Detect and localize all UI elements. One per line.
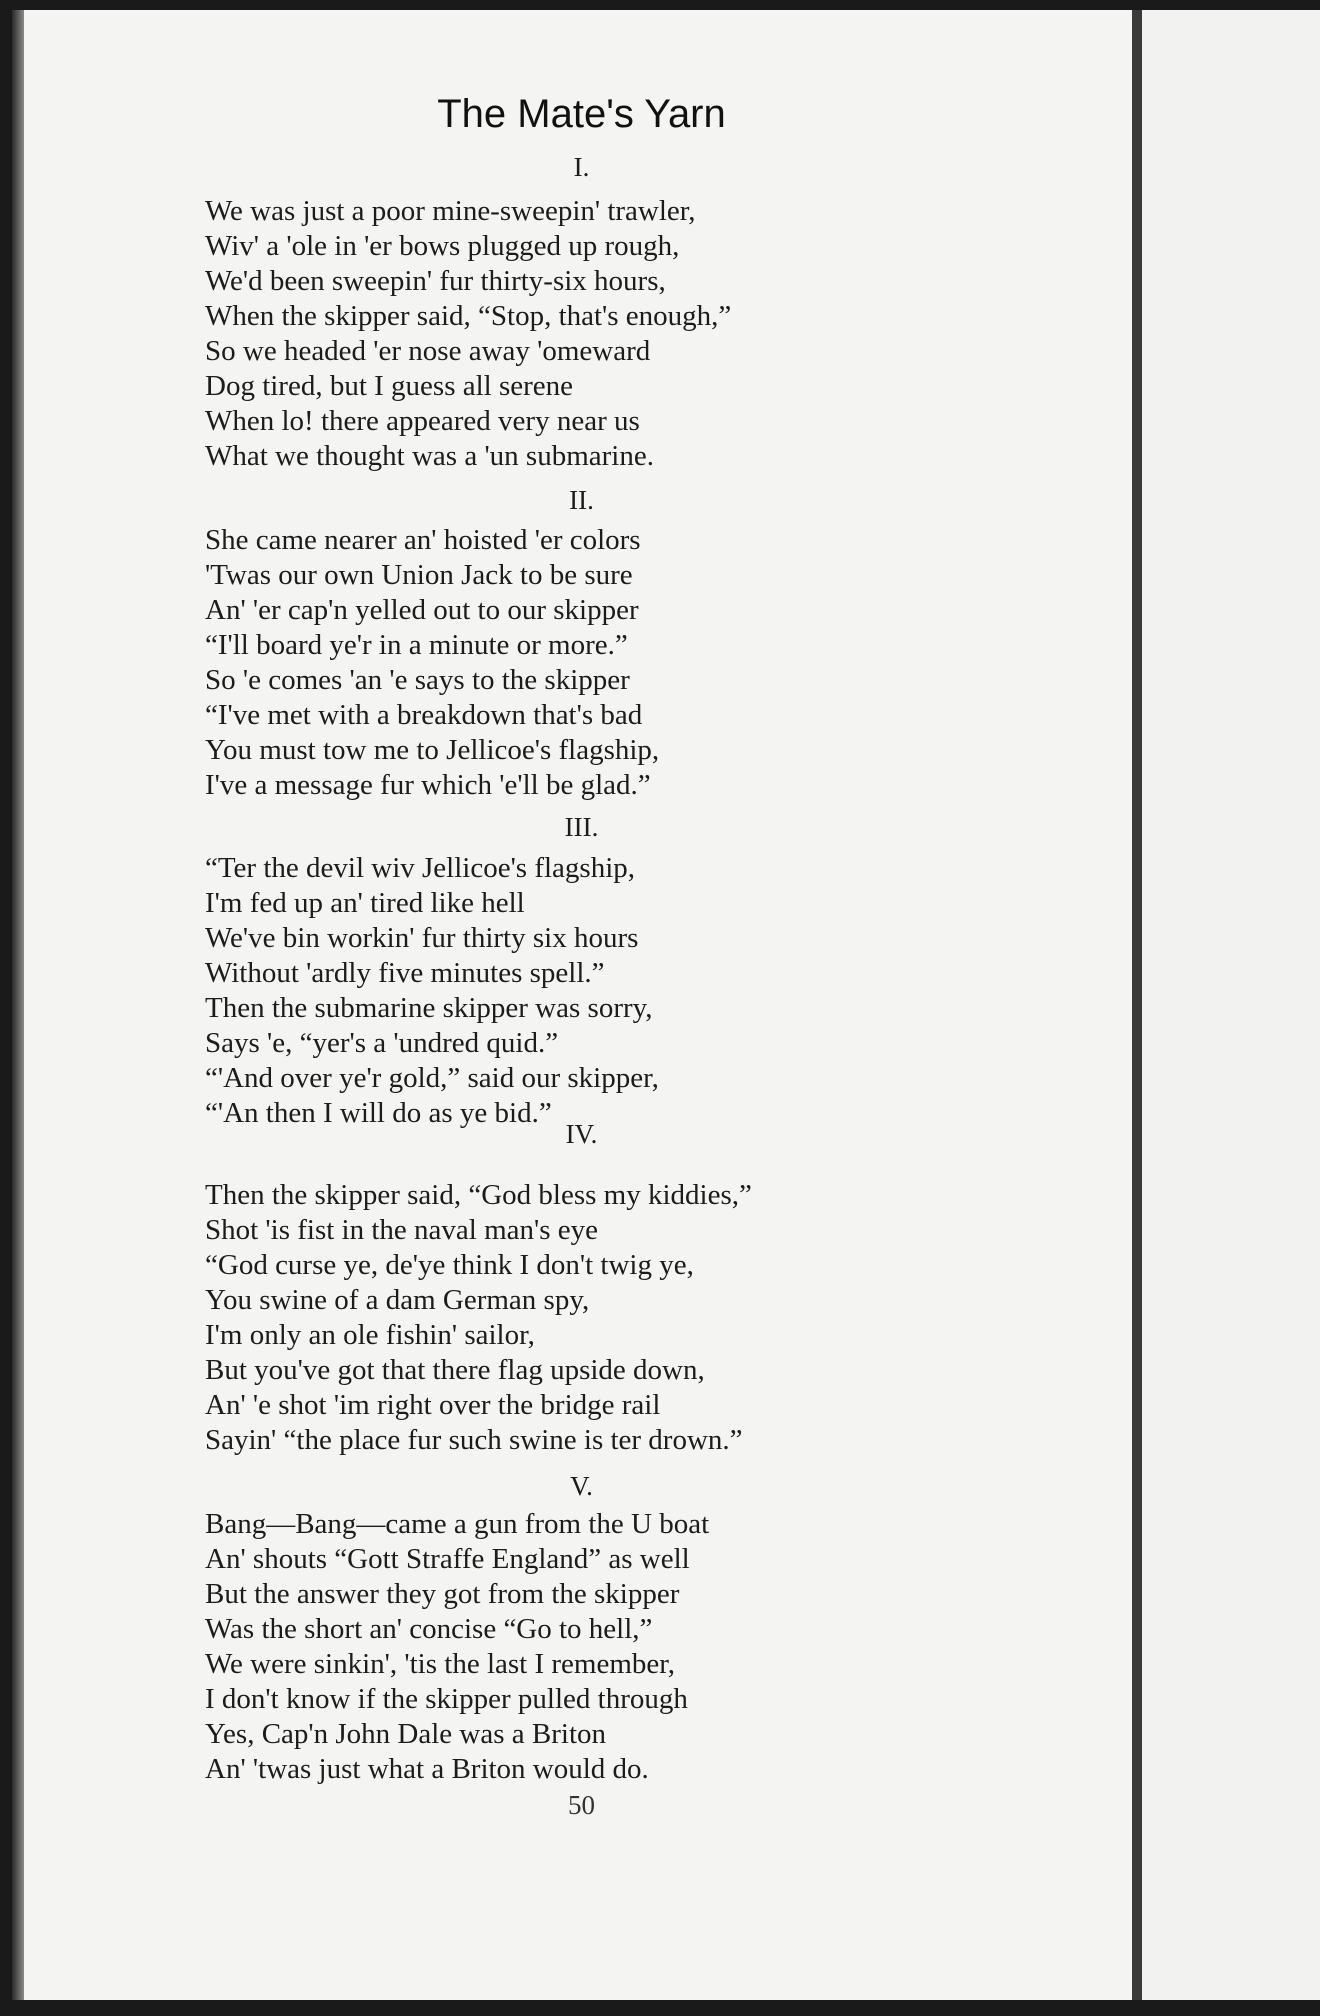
poem-line: An' shouts “Gott Straffe England” as well [205,1543,690,1575]
poem-line: Shot 'is fist in the naval man's eye [205,1214,599,1246]
poem-line: So 'e comes 'an 'e says to the skipper [205,664,630,696]
poem-line: So we headed 'er nose away 'omeward [205,335,651,367]
stanza-numeral-5: V. [570,1471,593,1501]
poem-line: We were sinkin', 'tis the last I remember, [205,1648,676,1680]
poem-line: I'm fed up an' tired like hell [205,887,525,919]
poem-line: Yes, Cap'n John Dale was a Briton [205,1718,607,1750]
poem-line: She came nearer an' hoisted 'er colors [205,524,641,556]
poem-line: I've a message fur which 'e'll be glad.” [205,769,651,801]
poem-line: “Ter the devil wiv Jellicoe's flagship, [205,852,636,884]
poem-line: I don't know if the skipper pulled through [205,1683,688,1715]
poem-line: You must tow me to Jellicoe's flagship, [205,734,660,766]
facing-page [1142,10,1320,2000]
poem-line: Was the short an' concise “Go to hell,” [205,1613,653,1645]
poem-line: Without 'ardly five minutes spell.” [205,957,605,989]
stanza-4 [205,1178,1005,1458]
poem-line: “'And over ye'r gold,” said our skipper, [205,1062,659,1094]
poem-line: Wiv' a 'ole in 'er bows plugged up rough, [205,230,680,262]
stanza-5 [205,1507,1005,1787]
stanza-numeral-2: II. [569,485,594,515]
page-gutter [1132,10,1142,2000]
poem-line: I'm only an ole fishin' sailor, [205,1319,535,1351]
poem-line: Then the skipper said, “God bless my kiddies,” [205,1179,752,1211]
page-number: 50 [568,1790,595,1820]
poem-line: An' 'e shot 'im right over the bridge rail [205,1389,661,1421]
poem-line: When the skipper said, “Stop, that's enough,” [205,300,732,332]
poem-line: We was just a poor mine-sweepin' trawler, [205,195,696,227]
poem-line: Sayin' “the place fur such swine is ter drown.” [205,1424,743,1456]
poem-line: An' 'twas just what a Briton would do. [205,1753,649,1785]
poem-line: We've bin workin' fur thirty six hours [205,922,639,954]
poem-line: An' 'er cap'n yelled out to our skipper [205,594,639,626]
poem-line: Dog tired, but I guess all serene [205,370,574,402]
poem-title: The Mate's Yarn [437,92,726,136]
poem-line: Bang—Bang—came a gun from the U boat [205,1508,710,1540]
poem-line: “'An then I will do as ye bid.” [205,1097,552,1129]
poem-line: What we thought was a 'un submarine. [205,440,654,472]
poem-line: Says 'e, “yer's a 'undred quid.” [205,1027,559,1059]
poem-line: But you've got that there flag upside down, [205,1354,705,1386]
stanza-numeral-4: IV. [565,1119,598,1149]
poem-line: “God curse ye, de'ye think I don't twig ye, [205,1249,694,1281]
poem-line: 'Twas our own Union Jack to be sure [205,559,633,591]
poem-line: When lo! there appeared very near us [205,405,640,437]
page-binding-shadow [12,10,24,2000]
stanza-2 [205,523,1005,803]
stanza-1 [205,194,1005,474]
stanza-numeral-1: I. [573,152,590,182]
stanza-numeral-3: III. [564,812,599,842]
poem-line: But the answer they got from the skipper [205,1578,680,1610]
poem-line: Then the submarine skipper was sorry, [205,992,653,1024]
poem-line: We'd been sweepin' fur thirty-six hours, [205,265,666,297]
poem-line: You swine of a dam German spy, [205,1284,590,1316]
stanza-3 [205,851,1005,1131]
poem-line: “I'll board ye'r in a minute or more.” [205,629,628,661]
poem-line: “I've met with a breakdown that's bad [205,699,643,731]
